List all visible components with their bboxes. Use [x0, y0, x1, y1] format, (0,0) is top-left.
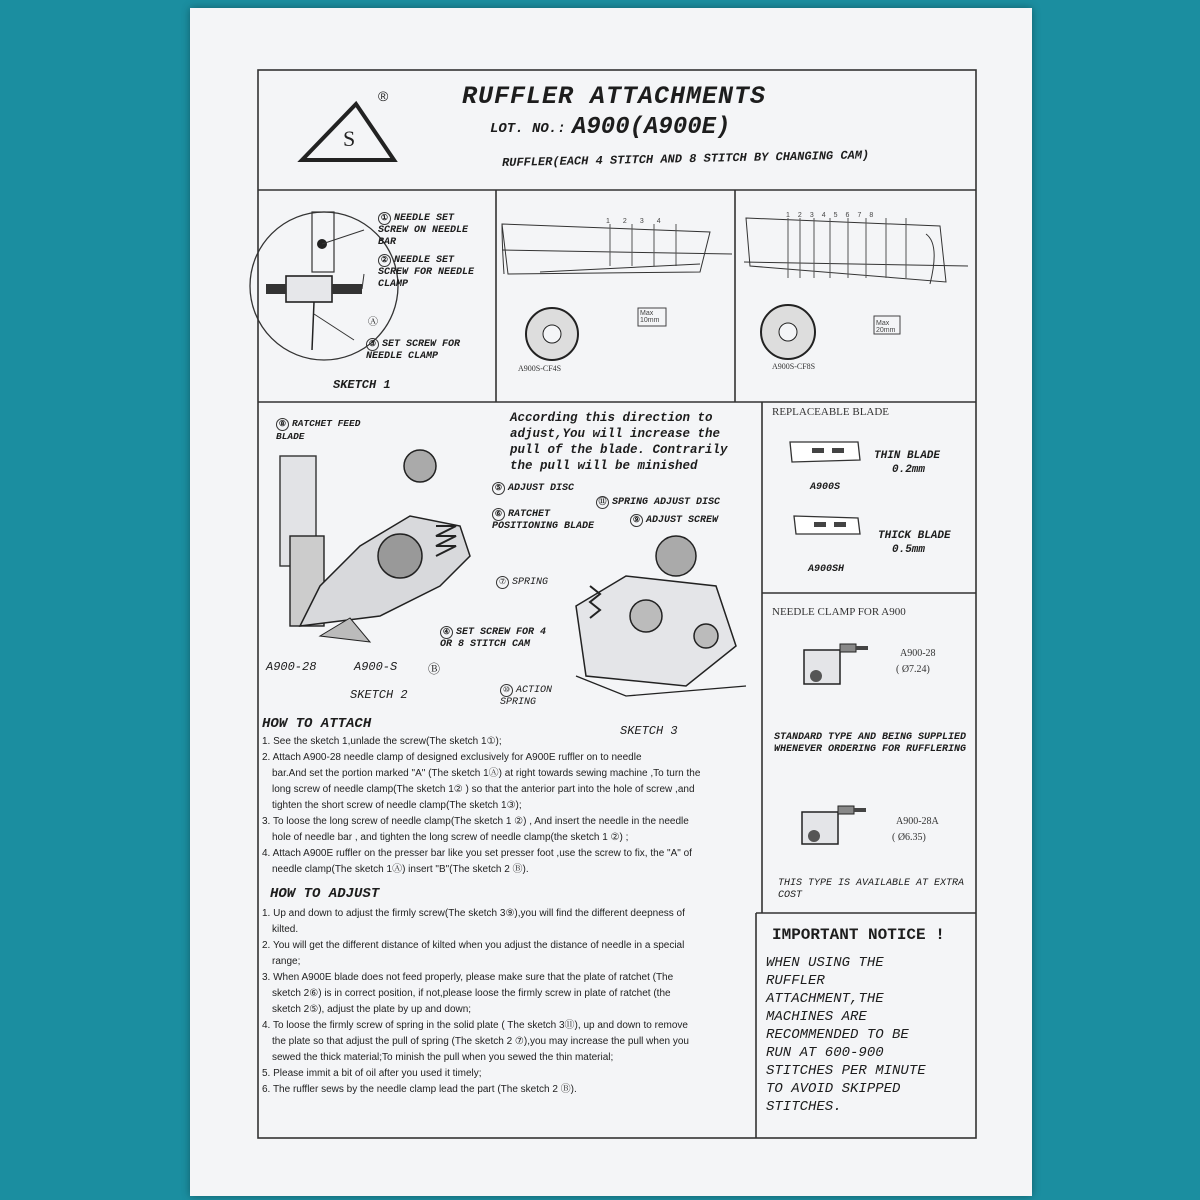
notice-title: IMPORTANT NOTICE ! [772, 926, 945, 944]
clamp-std-image [798, 636, 878, 696]
page-title: RUFFLER ATTACHMENTS [462, 82, 767, 111]
marker-4: ④ [440, 626, 453, 639]
tick: 2 [797, 212, 810, 219]
attach-line: hole of needle bar , and tighten the long screw of needle clamp(the sketch 1 ②) ; [272, 832, 629, 843]
thin-blade-size: 0.2mm [892, 464, 926, 476]
clamp-std-code: A900-28 [900, 648, 936, 659]
tick: 7 [857, 212, 870, 219]
clamp-alt-note: THIS TYPE IS AVAILABLE AT EXTRA COST [778, 878, 965, 901]
adjust-line: 4. To loose the firmly screw of spring in the solid plate ( The sketch 3⑪), up and down to remove [262, 1020, 688, 1031]
attach-line: 4. Attach A900E ruffler on the presser bar like you set presser foot ,use the screw to fix, the "A" of [262, 848, 692, 859]
cam8-gauge: Max 20mm [876, 320, 896, 334]
spring-disc-text: SPRING ADJUST DISC [612, 497, 721, 508]
label-adjust-disc [492, 482, 574, 495]
attach-steps [262, 734, 756, 878]
label-spring [496, 576, 548, 589]
clamp-std-note: STANDARD TYPE AND BEING SUPPLIED WHENEVER ORDERING FOR RUFFLERING [774, 732, 967, 755]
tick: 3 [639, 218, 657, 225]
cam8-ticks [786, 212, 881, 219]
set-screw-text: SET SCREW FOR 4 OR 8 STITCH CAM [440, 627, 547, 650]
label-ratchet-feed-blade [276, 418, 366, 442]
sketch1-label-3 [366, 338, 491, 363]
tick: 1 [786, 212, 798, 219]
marker-5: ⑤ [492, 482, 505, 495]
attach-line: 2. Attach A900-28 needle clamp of designed exclusively for A900E ruffler on to needle [262, 752, 642, 763]
attach-line: long screw of needle clamp(The sketch 1② ) so that the anterior part into the hole of screw ,and [272, 784, 695, 795]
sketch3-caption: SKETCH 3 [620, 724, 678, 738]
notice-line: MACHINES ARE [766, 1009, 867, 1025]
notice-body [766, 954, 976, 1116]
marker-2: ② [378, 254, 391, 267]
clamp-std-diameter: ( Ø7.24) [896, 664, 930, 675]
clamp-alt-image [796, 794, 876, 854]
adjust-line: 5. Please immit a bit of oil after you used it timely; [262, 1068, 482, 1079]
thick-blade-name: THICK BLADE [878, 530, 951, 542]
notice-line: RUN AT 600-900 [766, 1045, 884, 1061]
notice-line: WHEN USING THE [766, 955, 884, 971]
instruction-sheet [190, 8, 1032, 1196]
lot-number: A900(A900E) [572, 114, 731, 141]
marker-8: ⑧ [276, 418, 289, 431]
notice-line: RUFFLER [766, 973, 825, 989]
tick: 1 [606, 218, 623, 225]
adjust-line: 3. When A900E blade does not feed properly, please make sure that the plate of ratchet (The [262, 972, 674, 983]
label-spring-adjust-disc [596, 496, 720, 509]
cam8-code: A900S-CF8S [772, 362, 816, 371]
marker-7: ⑦ [496, 576, 509, 589]
marker-9: ⑨ [630, 514, 643, 527]
tick: 4 [656, 218, 674, 225]
sketch1-label-1 [378, 212, 488, 249]
adjust-line: 2. You will get the different distance of kilted when you adjust the distance of needle in a special [262, 940, 685, 951]
marker-a: Ⓐ [368, 317, 378, 328]
notice-line: STITCHES PER MINUTE [766, 1063, 926, 1079]
clamp-alt-code: A900-28A [896, 816, 939, 827]
replaceable-blade-title: REPLACEABLE BLADE [772, 406, 890, 418]
thin-blade-name: THIN BLADE [874, 450, 941, 462]
adjust-line: sketch 2⑤), adjust the plate by up and down; [272, 1004, 472, 1015]
attach-line: 3. To loose the long screw of needle clamp(The sketch 1 ②) , And insert the needle in the needle [262, 816, 689, 827]
tick: 2 [622, 218, 640, 225]
attach-line: tighten the short screw of needle clamp(The sketch 1③); [272, 800, 522, 811]
sketch1-caption: SKETCH 1 [333, 378, 391, 392]
marker-10: ⑩ [500, 684, 513, 697]
clamp-alt-diameter: ( Ø6.35) [892, 832, 926, 843]
marker-3: ③ [366, 338, 379, 351]
adjust-screw-text: ADJUST SCREW [646, 515, 719, 526]
notice-line: RECOMMENDED TO BE [766, 1027, 909, 1043]
attach-heading: HOW TO ATTACH [262, 716, 372, 732]
label-action-spring [500, 684, 570, 709]
label-a900-28: A900-28 [266, 660, 317, 674]
adjust-line: sewed the thick material;To minish the pull when you sewed the thin material; [272, 1052, 614, 1063]
adjust-line: sketch 2⑥) is in correct position, if not,please loose the firmly screw in plate of ratchet (the [272, 988, 671, 999]
adjust-steps [262, 906, 752, 1098]
label-a900-s: A900-S [354, 660, 398, 674]
marker-b: Ⓑ [428, 662, 441, 676]
needle-clamp-title: NEEDLE CLAMP FOR A900 [772, 606, 906, 618]
thick-blade-size: 0.5mm [892, 544, 926, 556]
attach-line: bar.And set the portion marked "A" (The sketch 1Ⓐ) at right towards sewing machine ,To turn the [272, 768, 701, 779]
label-set-screw-clamp: SET SCREW FOR NEEDLE CLAMP [366, 339, 461, 362]
label-needle-set-screw-clamp: NEEDLE SET SCREW FOR NEEDLE CLAMP [378, 255, 475, 290]
adjust-disc-text: ADJUST DISC [508, 483, 575, 494]
notice-line: TO AVOID SKIPPED [766, 1081, 901, 1097]
logo-letter: S [343, 126, 356, 151]
positioning-text: RATCHET POSITIONING BLADE [492, 509, 595, 532]
label-set-screw-cam [440, 626, 550, 651]
action-spring-text: ACTION SPRING [500, 685, 553, 708]
marker-11: ⑪ [596, 496, 609, 509]
sketch1-label-2 [378, 254, 488, 291]
direction-note: According this direction to adjust,You will increase the pull of the blade. Contrarily the pull will be minished [510, 411, 728, 473]
adjust-line: range; [272, 956, 301, 967]
thin-blade-code: A900S [810, 482, 841, 493]
lot-label: LOT. NO.: [490, 121, 566, 137]
adjust-heading: HOW TO ADJUST [270, 886, 380, 902]
spring-text: SPRING [512, 577, 549, 588]
attach-line: needle clamp(The sketch 1Ⓐ) insert "B"(The sketch 2 Ⓑ). [272, 864, 529, 875]
marker-1: ① [378, 212, 391, 225]
tick: 6 [845, 212, 858, 219]
attach-line: 1. See the sketch 1,unlade the screw(The sketch 1①); [262, 736, 502, 747]
subtitle: RUFFLER(EACH 4 STITCH AND 8 STITCH BY CHANGING CAM) [501, 148, 870, 170]
label-needle-set-screw-bar: NEEDLE SET SCREW ON NEEDLE BAR [378, 213, 469, 248]
notice-line: ATTACHMENT,THE [766, 991, 884, 1007]
notice-line: STITCHES. [766, 1099, 842, 1115]
sketch2-drawing [260, 406, 492, 656]
sketch2-caption: SKETCH 2 [350, 688, 408, 702]
adjust-line: the plate so that adjust the pull of spring (The sketch 2 ⑦),you may increase the pull when you [272, 1036, 689, 1047]
registered-mark: ® [378, 88, 389, 104]
label-adjust-screw [630, 514, 718, 527]
tick: 5 [833, 212, 846, 219]
thick-blade-code: A900SH [808, 564, 845, 575]
sketch3-drawing [566, 526, 756, 710]
adjust-line: 6. The ruffler sews by the needle clamp lead the part (The sketch 2 Ⓑ). [262, 1084, 577, 1095]
ratchet-text: RATCHET FEED BLADE [276, 418, 361, 442]
cam4-ticks [606, 218, 674, 225]
marker-6: ⑥ [492, 508, 505, 521]
tick: 8 [869, 212, 882, 219]
adjust-line: kilted. [272, 924, 299, 935]
cam4-code: A900S-CF4S [518, 364, 562, 373]
tick: 3 [809, 212, 822, 219]
tick: 4 [821, 212, 834, 219]
adjust-line: 1. Up and down to adjust the firmly screw(The sketch 3⑨),you will find the different deepness of [262, 908, 685, 919]
cam4-gauge: Max 10mm [640, 310, 660, 324]
